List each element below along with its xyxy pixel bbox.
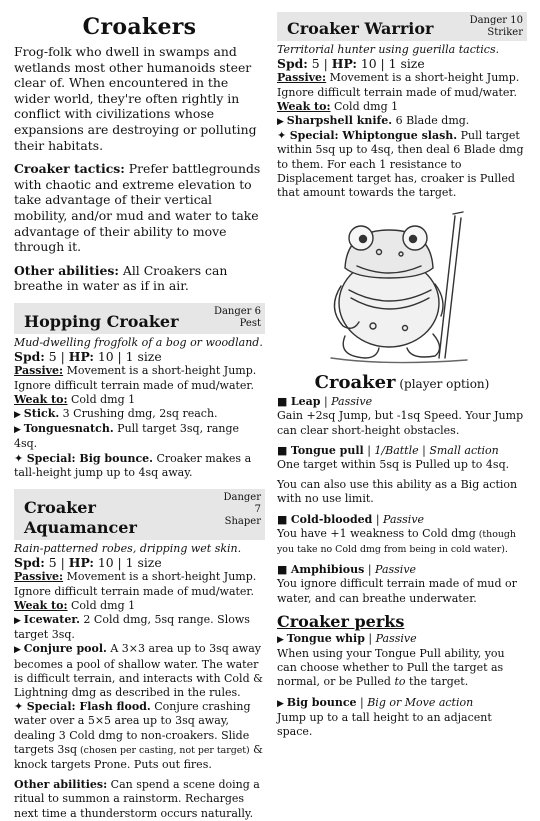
- warrior-stats: [277, 57, 527, 71]
- aquamancer-flavor: Rain-patterned robes, dripping wet skin.: [14, 541, 242, 555]
- hopping-croaker-name: Hopping Croaker: [24, 311, 179, 331]
- leap-label: Leap: [290, 395, 321, 409]
- stick-label: Stick.: [23, 406, 60, 420]
- tactics-text: Prefer battlegrounds with chaotic and extreme elevation to take advantage of their vertical mobility, and/or mud and water to take advantage of their ability to move through it.: [14, 161, 261, 255]
- tactics-label: Croaker tactics:: [14, 161, 125, 177]
- special-text: Pull target within 5sq up to 4sq, then deal 6 Blade dmg to them. For each 1 resistance to Displacement target has, croaker is Pulled that amount towards the target.: [277, 129, 524, 200]
- warrior-special: [277, 129, 527, 200]
- pool-text: A 3×3 area up to 3sq away becomes a pool of shallow water. The water is difficult terrain, and interacts with Cold & Lightning dmg as described in the rules.: [14, 642, 263, 699]
- leap-tag: | Passive: [320, 395, 373, 409]
- tongue-whip-to: to: [394, 675, 406, 689]
- passive-text: Movement is a short-height Jump. Ignore difficult terrain made of mud/water.: [14, 364, 257, 392]
- player-option-title: [277, 372, 527, 393]
- warrior-danger: Danger 10: [469, 15, 523, 26]
- leap-heading: [277, 395, 527, 409]
- special-label: Special: Whiptongue slash.: [289, 129, 458, 143]
- croaker-warrior-illustration: [317, 208, 487, 368]
- aquamancer-icewater: [14, 613, 265, 642]
- cold-blooded-tag: | Passive: [372, 512, 425, 526]
- hp-value: 10 | 1 size: [93, 555, 162, 571]
- passive-label: Passive:: [14, 364, 64, 378]
- hopping-role: Pest: [239, 317, 261, 329]
- triangle-bullet-icon: ▶: [14, 425, 24, 436]
- triangle-bullet-icon: ▶: [14, 409, 24, 420]
- big-bounce-heading: [277, 696, 527, 711]
- hopping-stick: [14, 407, 265, 422]
- flood-end-text: & knock targets Prone. Puts out fires.: [14, 742, 263, 771]
- aquamancer-stats: [14, 556, 265, 570]
- spd-label: Spd:: [277, 56, 308, 72]
- big-bounce-label: Big bounce: [286, 695, 357, 709]
- warrior-header: [277, 12, 527, 41]
- perks-title: Croaker perks: [277, 611, 405, 631]
- aquamancer-header: [14, 489, 265, 540]
- page-title: Croakers: [82, 14, 197, 40]
- hopping-tonguesnatch: [14, 422, 265, 451]
- tongue-whip-text-a: When using your Tongue Pull ability, you can choose whether to Pull the target as normal, or be Pulled: [277, 647, 505, 689]
- cold-blooded-main: You have +1 weakness to Cold dmg: [277, 526, 476, 540]
- warrior-flavor: Territorial hunter using guerilla tactics.: [277, 43, 500, 56]
- aquamancer-role: Shaper: [224, 515, 261, 527]
- square-bullet-icon: ■: [277, 563, 291, 577]
- cold-blooded-label: Cold-blooded: [290, 512, 373, 526]
- passive-text: Movement is a short-height Jump. Ignore difficult terrain made of mud/water.: [277, 71, 520, 99]
- four-point-star-icon: ✦: [277, 129, 290, 143]
- hopping-flavor: Mud-dwelling frogfolk of a bog or woodland.: [14, 335, 263, 349]
- hopping-passive: [14, 364, 265, 392]
- left-column: [14, 0, 265, 821]
- tongue-whip-heading: [277, 632, 527, 647]
- triangle-bullet-icon: ▶: [277, 698, 287, 709]
- amphibious-label: Amphibious: [290, 563, 365, 577]
- hopping-special: [14, 452, 265, 480]
- cold-blooded-small: (though you take no Cold dmg from being in cold water).: [277, 528, 516, 556]
- tonguesnatch-text: Pull target 3sq, range 4sq.: [14, 422, 240, 451]
- spd-label: Spd:: [14, 349, 45, 365]
- weak-label: Weak to:: [14, 598, 68, 612]
- flood-small-text: (chosen per casting, not per target): [77, 744, 250, 756]
- pool-label: Conjure pool.: [23, 642, 107, 656]
- leap-text: Gain +2sq Jump, but -1sq Speed. Your Jump can clear short-height obstacles.: [277, 409, 524, 437]
- tongue-whip-tag: | Passive: [364, 631, 417, 645]
- tonguesnatch-label: Tonguesnatch.: [23, 422, 114, 436]
- triangle-bullet-icon: ▶: [14, 615, 24, 626]
- aquamancer-other: [14, 778, 265, 821]
- tongue-pull-heading: [277, 444, 527, 458]
- cold-blooded-heading: [277, 513, 527, 527]
- triangle-bullet-icon: ▶: [277, 634, 287, 645]
- warrior-weak: [277, 100, 527, 114]
- hopping-danger: Danger 6: [213, 305, 261, 317]
- tongue-pull-label: Tongue pull: [290, 443, 364, 457]
- warrior-knife: [277, 114, 527, 129]
- knife-label: Sharpshell knife.: [286, 114, 393, 128]
- icewater-label: Icewater.: [23, 612, 80, 626]
- other-abilities-label: Other abilities:: [14, 262, 119, 278]
- other-abilities-paragraph: [14, 263, 265, 294]
- icewater-text: 2 Cold dmg, 5sq range. Slows target 3sq.: [14, 612, 250, 642]
- spd-label: Spd:: [14, 555, 45, 571]
- aquamancer-name: Croaker Aquamancer: [24, 497, 137, 537]
- spd-value: 5 |: [307, 56, 332, 72]
- hp-label: HP:: [68, 349, 94, 365]
- big-bounce-text: Jump up to a tall height to an adjacent space.: [277, 710, 492, 739]
- hp-value: 10 | 1 size: [356, 56, 425, 72]
- option-title-main: Croaker: [314, 372, 396, 394]
- tongue-whip-text: [277, 647, 527, 690]
- square-bullet-icon: ■: [277, 395, 291, 409]
- square-bullet-icon: ■: [277, 512, 291, 526]
- amphibious-text: You ignore difficult terrain made of mud or water, and can breathe underwater.: [277, 577, 517, 605]
- hopping-stats: [14, 350, 265, 364]
- aquamancer-weak: [14, 599, 265, 613]
- triangle-bullet-icon: ▶: [14, 645, 24, 656]
- warrior-role: Striker: [487, 27, 523, 38]
- other-abilities-text: All Croakers can breathe in water as if in air.: [14, 262, 228, 294]
- cold-blooded-text: [277, 527, 527, 557]
- option-title-sub: (player option): [395, 377, 490, 392]
- passive-label: Passive:: [277, 71, 327, 85]
- tongue-pull-text: One target within 5sq is Pulled up to 4sq.: [277, 458, 510, 472]
- intro-paragraph: Frog-folk who dwell in swamps and wetlands most other humanoids steer clear of. When encountered in the wider world, they're often rightly in conflict with civilizations whose expansions are destroying or polluting their habitats.: [14, 44, 257, 153]
- aquamancer-pool: [14, 642, 265, 700]
- weak-label: Weak to:: [277, 99, 331, 113]
- triangle-bullet-icon: ▶: [277, 117, 287, 128]
- amphibious-tag: | Passive: [364, 563, 417, 577]
- four-point-star-icon: ✦: [14, 451, 27, 465]
- flood-label: Special: Flash flood.: [26, 700, 151, 714]
- weak-label: Weak to:: [14, 392, 68, 406]
- right-column: [277, 0, 527, 739]
- passive-text: Movement is a short-height Jump. Ignore difficult terrain made of mud/water.: [14, 570, 257, 598]
- spd-value: 5 |: [44, 555, 69, 571]
- warrior-passive: [277, 71, 527, 99]
- amphibious-heading: [277, 563, 527, 577]
- big-bounce-tag: | Big or Move action: [356, 695, 474, 709]
- tongue-whip-label: Tongue whip: [286, 631, 365, 645]
- hopping-croaker-header: [14, 303, 265, 334]
- hp-label: HP:: [68, 555, 94, 571]
- weak-text: Cold dmg 1: [67, 392, 136, 406]
- warrior-name: Croaker Warrior: [287, 19, 434, 38]
- aquamancer-danger: Danger 7: [223, 491, 261, 515]
- flood-text: Conjure crashing water over a 5×5 area up to 3sq away, dealing 3 Cold dmg to non-croakers. Slide targets 3sq: [14, 700, 251, 756]
- special-text: Croaker makes a tall-height jump up to 4sq away.: [14, 451, 252, 479]
- hp-label: HP:: [331, 56, 357, 72]
- hp-value: 10 | 1 size: [93, 349, 162, 365]
- tongue-pull-tag2: | Small action: [418, 443, 499, 457]
- four-point-star-icon: ✦: [14, 700, 27, 714]
- aquamancer-other-text: Can spend a scene doing a ritual to summon a rainstorm. Recharges next time a thunderstorm occurs naturally.: [14, 778, 260, 820]
- aquamancer-other-label: Other abilities:: [14, 778, 108, 792]
- hopping-weak: [14, 393, 265, 407]
- weak-text: Cold dmg 1: [330, 99, 399, 113]
- knife-text: 6 Blade dmg.: [392, 114, 470, 128]
- tactics-paragraph: [14, 161, 265, 255]
- aquamancer-flood: [14, 700, 265, 772]
- aquamancer-passive: [14, 570, 265, 598]
- weak-text: Cold dmg 1: [67, 598, 136, 612]
- tongue-pull-tag1: | 1/Battle: [363, 443, 419, 457]
- square-bullet-icon: ■: [277, 443, 291, 457]
- tongue-whip-text-b: the target.: [405, 675, 469, 689]
- special-label: Special: Big bounce.: [26, 451, 153, 465]
- spd-value: 5 |: [44, 349, 69, 365]
- passive-label: Passive:: [14, 570, 64, 584]
- tongue-pull-text2: You can also use this ability as a Big action with no use limit.: [277, 478, 518, 506]
- stick-text: 3 Crushing dmg, 2sq reach.: [59, 406, 218, 420]
